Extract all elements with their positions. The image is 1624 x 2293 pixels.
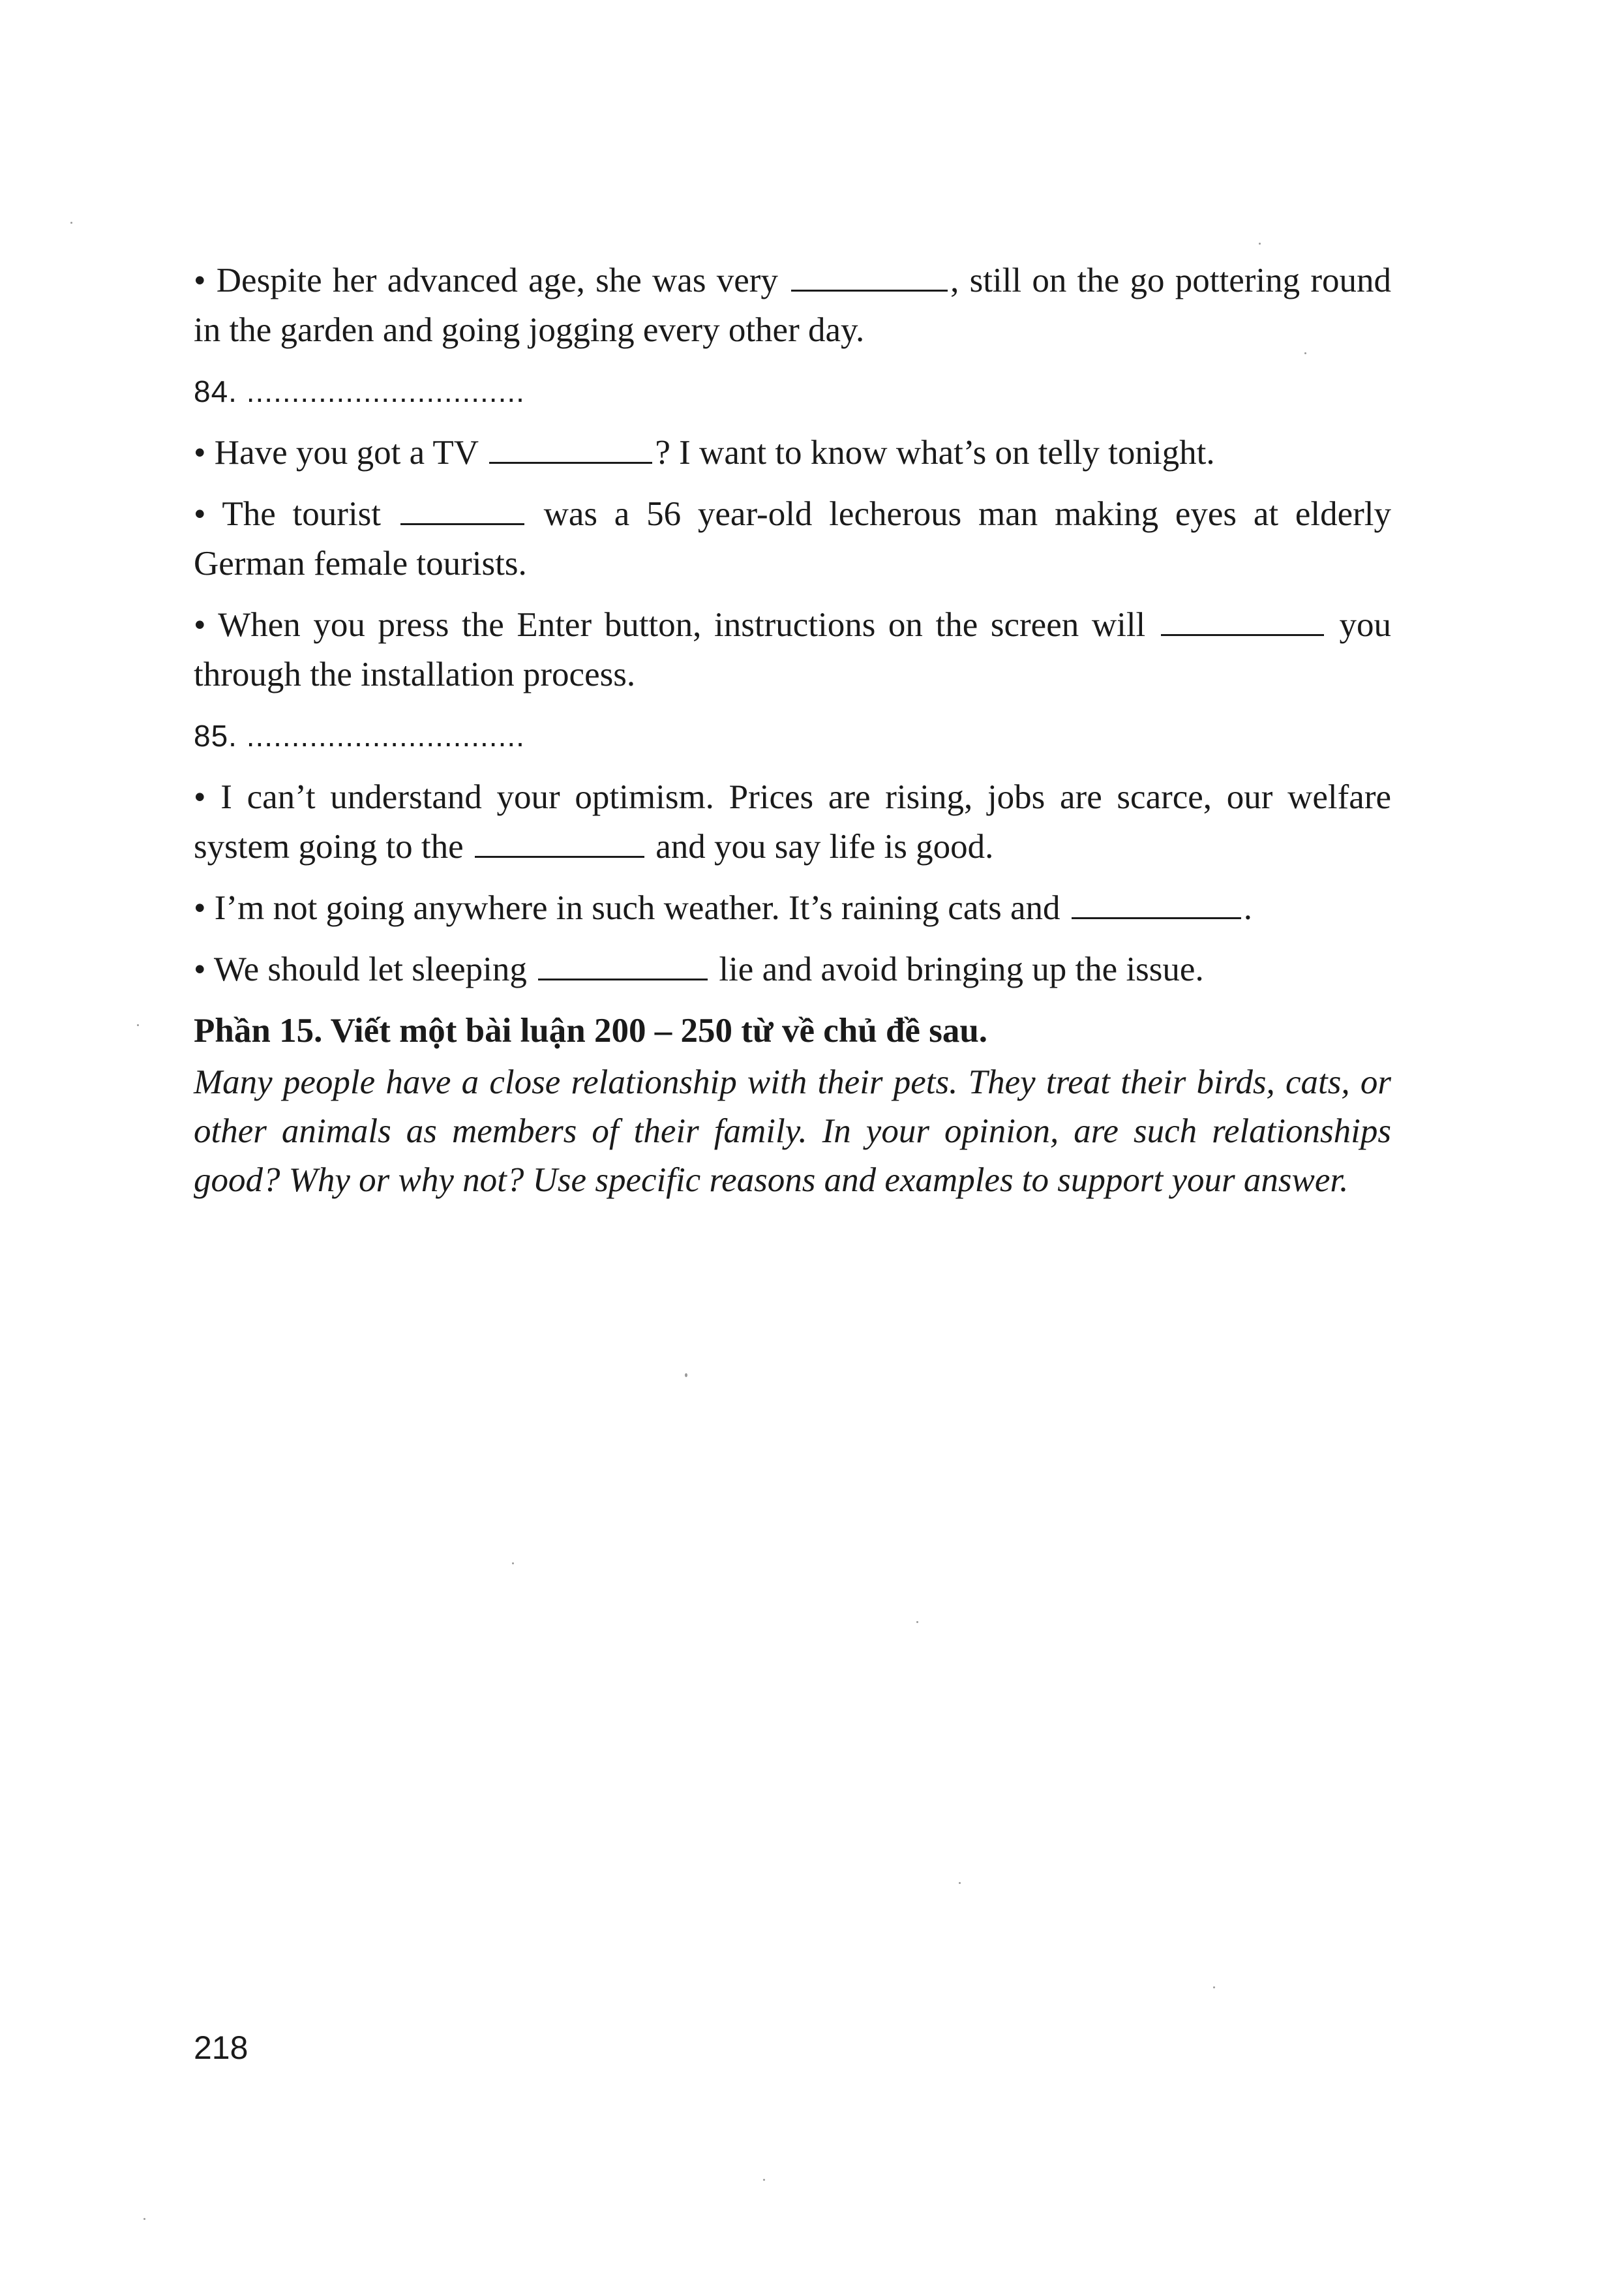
sentence-text: • Have you got a TV [194,434,487,472]
sentence-text: • We should let sleeping [194,950,536,988]
essay-prompt: Many people have a close relationship with their pets. They treat their birds, cats, or other animals as members of their family. In your opinion, are such relationships good? Why or why not? Use specific reasons and examples to support your answer. [194,1063,1391,1199]
scan-speck [916,1621,918,1623]
section-heading: Phần 15. Viết một bài luận 200 – 250 từ về chủ đề sau. [194,1012,988,1050]
sentence-text: , still on the go pottering round in the garden and going jogging every other day. [194,262,1391,349]
scan-speck [512,1562,514,1564]
scan-speck [1259,243,1261,245]
scan-speck [143,2218,145,2220]
sentence-text: ? I want to know what’s on telly tonight. [655,434,1215,472]
answer-blank [475,827,644,858]
sentence-text: • I’m not going anywhere in such weather. It’s raining cats and [194,889,1069,927]
scan-speck [1213,1986,1215,1988]
question-number: 85. ............................... [194,719,525,753]
answer-blank [538,950,708,980]
scan-speck [685,1373,687,1377]
sentence-text: . [1243,889,1252,927]
sentence-text: and you say life is good. [646,828,994,866]
sentence-text: • When you press the Enter button, instructions on the screen will [194,606,1158,644]
question-number: 84. ............................... [194,374,525,408]
sentence-text: • Despite her advanced age, she was very [194,262,789,299]
answer-blank [1161,605,1324,636]
answer-blank [1072,888,1241,919]
scan-speck [763,2179,765,2181]
scan-speck [959,1882,961,1884]
page-number: 218 [194,2029,248,2066]
sentence-text: you through the installation process. [194,606,1391,693]
answer-blank [791,261,948,292]
answer-blank [489,433,652,464]
exercise-sentence [194,489,1391,588]
sentence-text: lie and avoid bringing up the issue. [710,950,1204,988]
exercise-sentence [194,883,1391,933]
scan-speck [1304,352,1306,354]
sentence-text: was a 56 year-old lecherous man making eyes at elderly German female tourists. [194,495,1391,583]
page-content [194,256,1391,1205]
exercise-sentence [194,600,1391,699]
exercise-sentence [194,772,1391,872]
scan-speck [70,222,72,224]
exercise-sentence [194,945,1391,994]
sentence-text: • I can’t understand your optimism. Prices are rising, jobs are scarce, our welfare system going to the [194,778,1391,866]
exercise-sentence [194,256,1391,355]
answer-blank [400,494,524,525]
exercise-sentence [194,428,1391,478]
scan-speck [137,1024,139,1026]
sentence-text: • The tourist [194,495,398,533]
